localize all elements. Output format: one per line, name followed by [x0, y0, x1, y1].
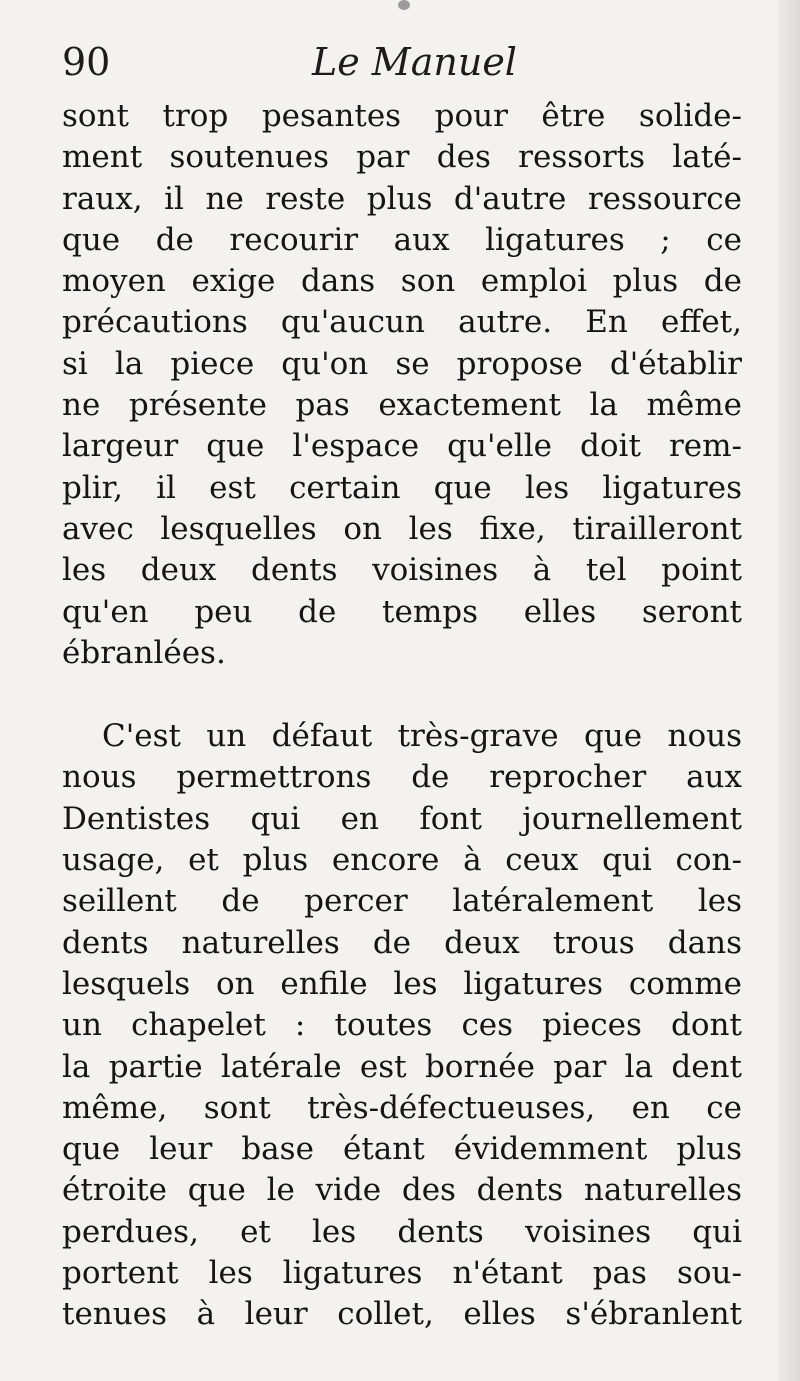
text-line: raux, il ne reste plus d'autre ressource	[62, 180, 742, 217]
text-line: ment soutenues par des ressorts laté-	[62, 139, 742, 176]
running-title: Le Manuel	[312, 40, 517, 84]
ink-speck	[398, 0, 410, 10]
text-line: largeur que l'espace qu'elle doit rem-	[62, 428, 742, 465]
text-line: tenues à leur collet, elles s'ébranlent	[62, 1296, 742, 1333]
text-line: étroite que le vide des dents naturelles	[62, 1172, 742, 1209]
text-line: ne présente pas exactement la même	[62, 387, 742, 424]
text-line: un chapelet : toutes ces pieces dont	[62, 1007, 742, 1044]
text-line: les deux dents voisines à tel point	[62, 552, 742, 589]
text-line: dents naturelles de deux trous dans	[62, 924, 742, 961]
text-line: usage, et plus encore à ceux qui con-	[62, 842, 742, 879]
body-text	[62, 96, 742, 1336]
text-line: lesquels on enfile les ligatures comme	[62, 965, 742, 1002]
text-line: moyen exige dans son emploi plus de	[62, 263, 742, 300]
text-line: perdues, et les dents voisines qui	[62, 1213, 742, 1250]
text-line: précautions qu'aucun autre. En effet,	[62, 304, 742, 341]
text-line: avec lesquelles on les fixe, tirailleront	[62, 510, 742, 547]
text-line: nous permettrons de reprocher aux	[62, 759, 742, 796]
text-line: ébranlées.	[62, 634, 226, 671]
text-line: seillent de percer latéralement les	[62, 883, 742, 920]
paragraph-1	[62, 96, 742, 674]
text-line: si la piece qu'on se propose d'établir	[62, 345, 742, 382]
text-line: que leur base étant évidemment plus	[62, 1131, 742, 1168]
text-line: qu'en peu de temps elles seront	[62, 593, 742, 630]
text-line: la partie latérale est bornée par la dent	[62, 1048, 742, 1085]
text-line: Dentistes qui en font journellement	[62, 800, 742, 837]
page-number: 90	[62, 40, 111, 84]
text-line: même, sont très-défectueuses, en ce	[62, 1089, 742, 1126]
text-line: portent les ligatures n'étant pas sou-	[62, 1255, 742, 1292]
paragraph-spacer	[62, 674, 742, 716]
page-edge-shadow	[778, 0, 800, 1381]
text-line: plir, il est certain que les ligatures	[62, 469, 742, 506]
text-line: sont trop pesantes pour être solide-	[62, 98, 742, 134]
text-line: C'est un défaut très-grave que nous	[102, 718, 742, 755]
paragraph-2	[62, 716, 742, 1335]
text-line: que de recourir aux ligatures ; ce	[62, 221, 742, 258]
page-header	[62, 40, 742, 92]
